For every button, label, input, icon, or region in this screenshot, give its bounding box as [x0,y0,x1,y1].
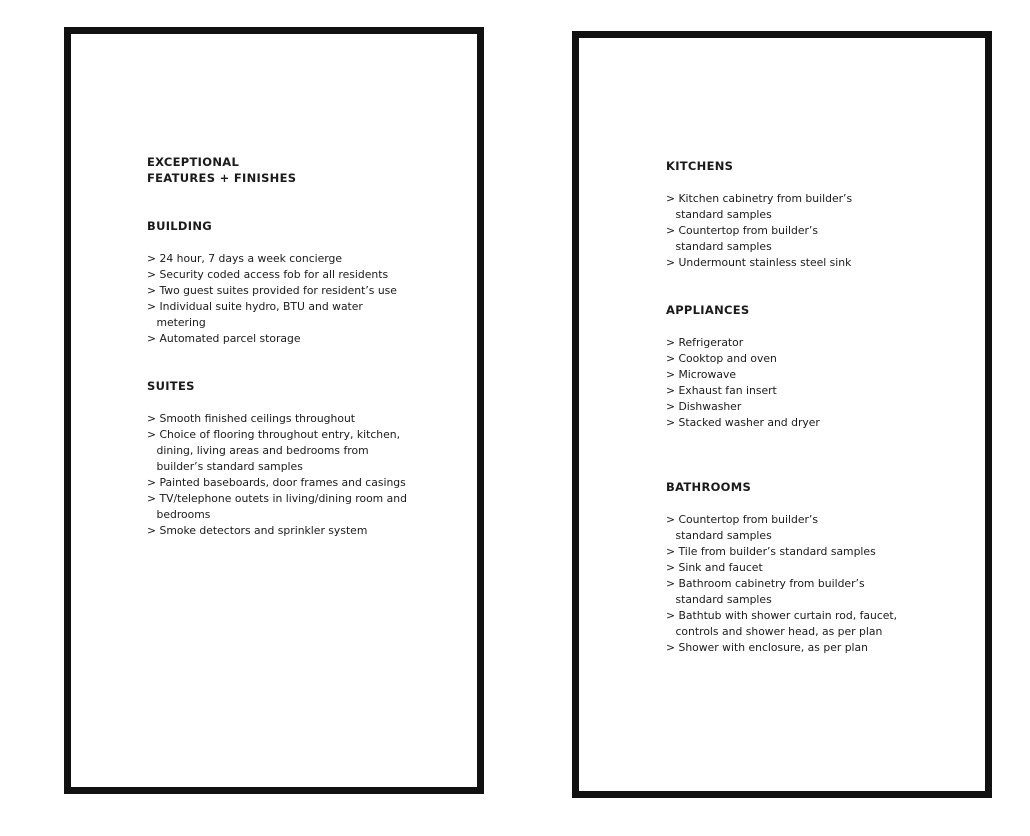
section-heading-building: BUILDING [147,219,212,233]
appliances-feature-list [666,335,966,431]
page-title [147,154,447,186]
section-heading-bathrooms: BATHROOMS [666,480,752,494]
right-page-panel [572,31,992,798]
list-item: > Shower with enclosure, as per plan [666,641,869,654]
list-item: > Kitchen cabinetry from builder’s standard samples [666,192,853,221]
list-item: > Tile from builder’s standard samples [666,545,876,558]
list-item: > Countertop from builder’s standard samples [666,224,818,253]
list-item: > TV/telephone outets in living/dining room and bedrooms [147,492,407,521]
list-item: > Bathtub with shower curtain rod, faucet, controls and shower head, as per plan [666,609,898,638]
left-page-panel [64,27,484,794]
kitchens-feature-list [666,191,966,271]
list-item: > 24 hour, 7 days a week concierge [147,252,343,265]
list-item: > Microwave [666,368,737,381]
list-item: > Choice of flooring throughout entry, kitchen, dining, living areas and bedrooms from builder’s standard samples [147,428,401,473]
page-title-line-1: EXCEPTIONAL [147,155,240,169]
building-feature-list [147,251,447,347]
list-item: > Exhaust fan insert [666,384,777,397]
bathrooms-feature-list [666,512,966,656]
list-item: > Painted baseboards, door frames and casings [147,476,406,489]
list-item: > Cooktop and oven [666,352,777,365]
list-item: > Dishwasher [666,400,742,413]
list-item: > Undermount stainless steel sink [666,256,852,269]
list-item: > Two guest suites provided for resident’s use [147,284,397,297]
list-item: > Refrigerator [666,336,744,349]
list-item: > Smooth finished ceilings throughout [147,412,356,425]
list-item: > Automated parcel storage [147,332,301,345]
section-heading-appliances: APPLIANCES [666,303,750,317]
list-item: > Smoke detectors and sprinkler system [147,524,368,537]
right-page-content [666,158,966,656]
list-item: > Stacked washer and dryer [666,416,820,429]
section-heading-kitchens: KITCHENS [666,159,734,173]
list-item: > Individual suite hydro, BTU and water metering [147,300,363,329]
list-item: > Security coded access fob for all residents [147,268,389,281]
section-heading-suites: SUITES [147,379,195,393]
suites-feature-list [147,411,447,539]
page-title-line-2: FEATURES + FINISHES [147,171,297,185]
list-item: > Countertop from builder’s standard samples [666,513,818,542]
list-item: > Bathroom cabinetry from builder’s standard samples [666,577,865,606]
list-item: > Sink and faucet [666,561,763,574]
left-page-content [147,154,447,539]
